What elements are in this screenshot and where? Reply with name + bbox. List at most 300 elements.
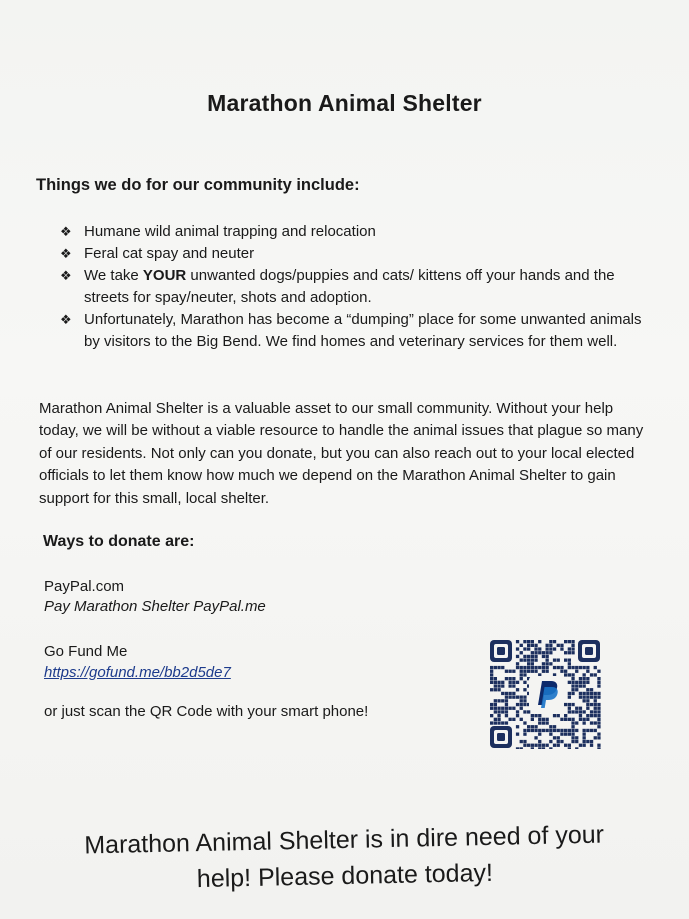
qr-module xyxy=(497,721,500,724)
qr-module xyxy=(546,666,549,669)
qr-module xyxy=(527,744,530,747)
qr-module xyxy=(560,718,563,721)
qr-module xyxy=(494,721,497,724)
qr-module xyxy=(494,677,497,680)
qr-module xyxy=(542,729,545,732)
qr-module xyxy=(560,666,563,669)
qr-module xyxy=(497,699,500,702)
qr-module xyxy=(494,684,497,687)
qr-module xyxy=(534,736,537,739)
qr-module xyxy=(497,707,500,710)
qr-module xyxy=(509,670,512,673)
qr-module xyxy=(583,718,586,721)
qr-module xyxy=(586,718,589,721)
qr-module xyxy=(553,647,556,650)
qr-module xyxy=(546,744,549,747)
qr-module xyxy=(594,736,597,739)
qr-module xyxy=(516,681,519,684)
qr-module xyxy=(516,640,519,643)
qr-module xyxy=(516,647,519,650)
qr-module xyxy=(527,647,530,650)
qr-module xyxy=(538,651,541,654)
qr-module xyxy=(512,681,515,684)
qr-module xyxy=(512,692,515,695)
qr-module xyxy=(568,692,571,695)
qr-module xyxy=(523,744,526,747)
qr-module xyxy=(520,673,523,676)
qr-module xyxy=(542,718,545,721)
qr-module xyxy=(516,733,519,736)
qr-module xyxy=(494,707,497,710)
qr-module xyxy=(553,736,556,739)
list-item xyxy=(60,309,650,353)
qr-module xyxy=(560,644,563,647)
qr-module xyxy=(512,684,515,687)
qr-module xyxy=(501,710,504,713)
qr-module xyxy=(590,688,593,691)
shelter-appeal-paragraph: Marathon Animal Shelter is a valuable asset to our small community. Without your help today, we will be without a viable resource to handle the animal issues that plague so many of our residents. Not only can you donate, but you can also reach out to your local elected officials to let them know how much we depend on the Marathon Animal Shelter to gain support for this small, local shelter. xyxy=(39,400,644,507)
qr-module xyxy=(557,659,560,662)
qr-module xyxy=(597,733,600,736)
qr-module xyxy=(571,692,574,695)
qr-module xyxy=(497,688,500,691)
qr-module xyxy=(590,710,593,713)
qr-module xyxy=(509,681,512,684)
qr-module xyxy=(575,666,578,669)
bullet-text: Feral cat spay and neuter xyxy=(84,245,255,262)
qr-module xyxy=(531,714,534,717)
qr-module xyxy=(579,677,582,680)
qr-module xyxy=(590,744,593,747)
qr-module xyxy=(571,644,574,647)
qr-module xyxy=(590,721,593,724)
qr-module xyxy=(583,666,586,669)
qr-module xyxy=(568,729,571,732)
qr-module xyxy=(594,696,597,699)
qr-module xyxy=(520,677,523,680)
qr-module xyxy=(501,684,504,687)
qr-module xyxy=(557,740,560,743)
qr-module xyxy=(575,710,578,713)
qr-module xyxy=(549,644,552,647)
qr-module xyxy=(531,747,534,749)
qr-module xyxy=(564,651,567,654)
qr-module xyxy=(579,707,582,710)
qr-module xyxy=(590,673,593,676)
qr-module xyxy=(534,647,537,650)
qr-module xyxy=(568,696,571,699)
qr-module xyxy=(549,740,552,743)
qr-module xyxy=(549,733,552,736)
qr-module xyxy=(538,733,541,736)
qr-module xyxy=(490,703,493,706)
qr-module xyxy=(575,707,578,710)
qr-module xyxy=(531,640,534,643)
qr-module xyxy=(505,721,508,724)
qr-module xyxy=(583,736,586,739)
qr-module xyxy=(505,677,508,680)
qr-module xyxy=(564,744,567,747)
qr-module xyxy=(579,666,582,669)
qr-module xyxy=(546,718,549,721)
qr-module xyxy=(520,747,523,749)
bullet-text: Unfortunately, Marathon has become a “dumping” place for some unwanted animals by visitors to the Big Bend. We find homes and veterinary services for them well. xyxy=(84,311,642,350)
qr-module xyxy=(568,640,571,643)
qr-module xyxy=(564,733,567,736)
qr-module xyxy=(534,644,537,647)
qr-module xyxy=(542,747,545,749)
qr-module xyxy=(527,666,530,669)
scan-instruction: or just scan the QR Code with your smart phone! xyxy=(44,703,369,720)
qr-module xyxy=(516,703,519,706)
qr-module xyxy=(594,692,597,695)
qr-module xyxy=(516,688,519,691)
paypal-info xyxy=(44,577,266,617)
qr-module xyxy=(531,662,534,665)
qr-module xyxy=(523,659,526,662)
qr-module xyxy=(586,714,589,717)
qr-module xyxy=(594,666,597,669)
qr-module xyxy=(571,647,574,650)
qr-module xyxy=(512,677,515,680)
qr-module xyxy=(546,662,549,665)
qr-module xyxy=(527,710,530,713)
qr-module xyxy=(571,710,574,713)
qr-module xyxy=(571,688,574,691)
qr-module xyxy=(586,666,589,669)
qr-module xyxy=(523,710,526,713)
qr-module xyxy=(531,670,534,673)
qr-module xyxy=(553,666,556,669)
paypal-instruction: Pay Marathon Shelter PayPal.me xyxy=(44,598,266,615)
qr-module xyxy=(590,729,593,732)
qr-module xyxy=(546,670,549,673)
qr-module xyxy=(490,721,493,724)
qr-module xyxy=(549,640,552,643)
qr-module xyxy=(523,688,526,691)
qr-module xyxy=(549,747,552,749)
page-title: Marathon Animal Shelter xyxy=(207,90,482,116)
qr-module xyxy=(494,666,497,669)
qr-module xyxy=(597,707,600,710)
qr-module xyxy=(568,710,571,713)
qr-module xyxy=(509,707,512,710)
qr-module xyxy=(523,666,526,669)
qr-module xyxy=(527,725,530,728)
qr-module xyxy=(505,696,508,699)
qr-module xyxy=(575,688,578,691)
qr-module xyxy=(501,692,504,695)
qr-module xyxy=(527,729,530,732)
qr-module xyxy=(594,703,597,706)
qr-module xyxy=(568,681,571,684)
qr-module xyxy=(583,681,586,684)
qr-module xyxy=(586,681,589,684)
qr-module xyxy=(560,647,563,650)
qr-module xyxy=(505,707,508,710)
qr-module xyxy=(583,744,586,747)
qr-module xyxy=(553,744,556,747)
qr-module xyxy=(568,647,571,650)
qr-module xyxy=(494,718,497,721)
qr-finder-top-left xyxy=(490,640,512,662)
qr-module xyxy=(523,670,526,673)
qr-module xyxy=(597,692,600,695)
qr-module xyxy=(542,670,545,673)
diamond-bullet-icon: ❖ xyxy=(60,246,72,261)
qr-module xyxy=(546,644,549,647)
qr-module xyxy=(512,696,515,699)
qr-module xyxy=(542,666,545,669)
qr-module xyxy=(594,673,597,676)
qr-module xyxy=(546,721,549,724)
qr-module xyxy=(527,640,530,643)
qr-module xyxy=(560,670,563,673)
qr-module xyxy=(571,718,574,721)
qr-module xyxy=(494,703,497,706)
qr-module xyxy=(586,703,589,706)
qr-module xyxy=(509,692,512,695)
qr-module xyxy=(520,670,523,673)
qr-module xyxy=(516,725,519,728)
qr-module xyxy=(501,699,504,702)
qr-module xyxy=(560,729,563,732)
qr-module xyxy=(516,696,519,699)
qr-module xyxy=(546,655,549,658)
qr-module xyxy=(597,703,600,706)
qr-module xyxy=(497,710,500,713)
qr-module xyxy=(571,677,574,680)
qr-module xyxy=(523,696,526,699)
qr-module xyxy=(534,670,537,673)
qr-module xyxy=(538,744,541,747)
qr-module xyxy=(571,684,574,687)
qr-module xyxy=(557,729,560,732)
qr-module xyxy=(583,692,586,695)
qr-module xyxy=(568,718,571,721)
qr-module xyxy=(594,714,597,717)
qr-module xyxy=(564,659,567,662)
qr-module xyxy=(575,747,578,749)
qr-module xyxy=(509,677,512,680)
qr-module xyxy=(509,718,512,721)
qr-module xyxy=(597,718,600,721)
qr-module xyxy=(520,707,523,710)
qr-module xyxy=(534,666,537,669)
qr-module xyxy=(579,684,582,687)
qr-module xyxy=(546,659,549,662)
qr-module xyxy=(553,640,556,643)
qr-module xyxy=(549,647,552,650)
qr-module xyxy=(546,729,549,732)
qr-module xyxy=(505,692,508,695)
qr-module xyxy=(571,640,574,643)
qr-module xyxy=(523,673,526,676)
qr-module xyxy=(597,744,600,747)
qr-module xyxy=(579,696,582,699)
qr-module xyxy=(568,666,571,669)
qr-module xyxy=(490,677,493,680)
qr-finder-bottom-left xyxy=(490,726,512,748)
qr-module xyxy=(490,707,493,710)
qr-module xyxy=(497,714,500,717)
qr-module xyxy=(494,688,497,691)
qr-module xyxy=(568,733,571,736)
qr-module xyxy=(542,655,545,658)
list-item xyxy=(60,221,650,243)
paypal-site: PayPal.com xyxy=(44,578,125,595)
qr-module xyxy=(568,744,571,747)
qr-module xyxy=(579,692,582,695)
qr-module xyxy=(583,733,586,736)
qr-module xyxy=(594,707,597,710)
qr-module xyxy=(575,670,578,673)
qr-module xyxy=(575,729,578,732)
diamond-bullet-icon: ❖ xyxy=(60,312,72,327)
qr-module xyxy=(497,666,500,669)
qr-module xyxy=(531,725,534,728)
gofundme-label: Go Fund Me xyxy=(44,643,128,660)
qr-module xyxy=(564,703,567,706)
qr-module xyxy=(564,718,567,721)
qr-module xyxy=(531,729,534,732)
qr-module xyxy=(501,681,504,684)
qr-module xyxy=(568,662,571,665)
qr-module xyxy=(571,725,574,728)
qr-module xyxy=(564,640,567,643)
qr-module xyxy=(531,744,534,747)
qr-module xyxy=(553,659,556,662)
qr-module xyxy=(494,710,497,713)
qr-module xyxy=(564,729,567,732)
qr-module xyxy=(520,718,523,721)
qr-module xyxy=(575,721,578,724)
qr-code-icon[interactable] xyxy=(489,639,601,749)
qr-module xyxy=(534,714,537,717)
qr-module xyxy=(575,740,578,743)
qr-module xyxy=(553,729,556,732)
qr-module xyxy=(594,729,597,732)
qr-module xyxy=(583,740,586,743)
qr-module xyxy=(516,747,519,749)
qr-module xyxy=(520,659,523,662)
qr-module xyxy=(520,696,523,699)
paypal-logo-icon xyxy=(529,676,561,710)
donation-plea-line-2: help! Please donate today! xyxy=(196,858,494,894)
qr-module xyxy=(546,647,549,650)
qr-module xyxy=(523,681,526,684)
qr-module xyxy=(597,681,600,684)
bullet-text-pre: We take xyxy=(84,267,143,284)
qr-module xyxy=(520,644,523,647)
qr-module xyxy=(590,714,593,717)
qr-module xyxy=(597,714,600,717)
qr-module xyxy=(575,681,578,684)
qr-module xyxy=(597,696,600,699)
qr-module xyxy=(542,744,545,747)
qr-module xyxy=(542,662,545,665)
list-item xyxy=(60,243,650,265)
qr-module xyxy=(579,744,582,747)
qr-module xyxy=(523,703,526,706)
qr-module xyxy=(568,703,571,706)
qr-module xyxy=(568,747,571,749)
qr-module xyxy=(494,699,497,702)
qr-module xyxy=(534,725,537,728)
qr-module xyxy=(531,659,534,662)
qr-module xyxy=(542,721,545,724)
qr-module xyxy=(501,666,504,669)
qr-module xyxy=(523,729,526,732)
qr-module xyxy=(490,681,493,684)
qr-module xyxy=(531,644,534,647)
qr-module xyxy=(538,721,541,724)
qr-module xyxy=(534,659,537,662)
qr-module xyxy=(538,740,541,743)
gofundme-link[interactable]: https://gofund.me/bb2d5de7 xyxy=(44,664,231,681)
qr-module xyxy=(527,662,530,665)
qr-module xyxy=(505,703,508,706)
qr-module xyxy=(509,684,512,687)
qr-module xyxy=(586,699,589,702)
qr-module xyxy=(523,655,526,658)
qr-module xyxy=(527,644,530,647)
qr-module xyxy=(538,714,541,717)
qr-module xyxy=(571,736,574,739)
qr-module xyxy=(557,714,560,717)
qr-module xyxy=(583,677,586,680)
qr-module xyxy=(523,699,526,702)
qr-module xyxy=(590,703,593,706)
qr-module xyxy=(594,710,597,713)
qr-module xyxy=(597,684,600,687)
qr-module xyxy=(597,670,600,673)
qr-module xyxy=(527,659,530,662)
qr-module xyxy=(560,740,563,743)
qr-module xyxy=(594,721,597,724)
qr-module xyxy=(583,710,586,713)
qr-module xyxy=(575,736,578,739)
qr-module xyxy=(546,651,549,654)
qr-module xyxy=(583,684,586,687)
qr-module xyxy=(557,736,560,739)
qr-module xyxy=(590,692,593,695)
donation-plea xyxy=(0,815,689,901)
qr-module xyxy=(571,703,574,706)
donation-plea-line-1: Marathon Animal Shelter is in dire need of your xyxy=(84,820,605,860)
bullet-emphasis: YOUR xyxy=(142,267,187,284)
qr-module xyxy=(534,651,537,654)
qr-module xyxy=(531,718,534,721)
qr-module xyxy=(538,666,541,669)
qr-module xyxy=(583,721,586,724)
qr-module xyxy=(490,673,493,676)
qr-module xyxy=(579,714,582,717)
qr-module xyxy=(564,673,567,676)
qr-module xyxy=(571,673,574,676)
qr-module xyxy=(542,651,545,654)
qr-module xyxy=(597,736,600,739)
qr-module xyxy=(520,666,523,669)
qr-module xyxy=(568,651,571,654)
qr-module xyxy=(571,681,574,684)
qr-module xyxy=(571,666,574,669)
qr-module xyxy=(505,699,508,702)
qr-module xyxy=(538,640,541,643)
list-item xyxy=(60,265,650,309)
qr-module xyxy=(568,659,571,662)
qr-module xyxy=(538,747,541,749)
